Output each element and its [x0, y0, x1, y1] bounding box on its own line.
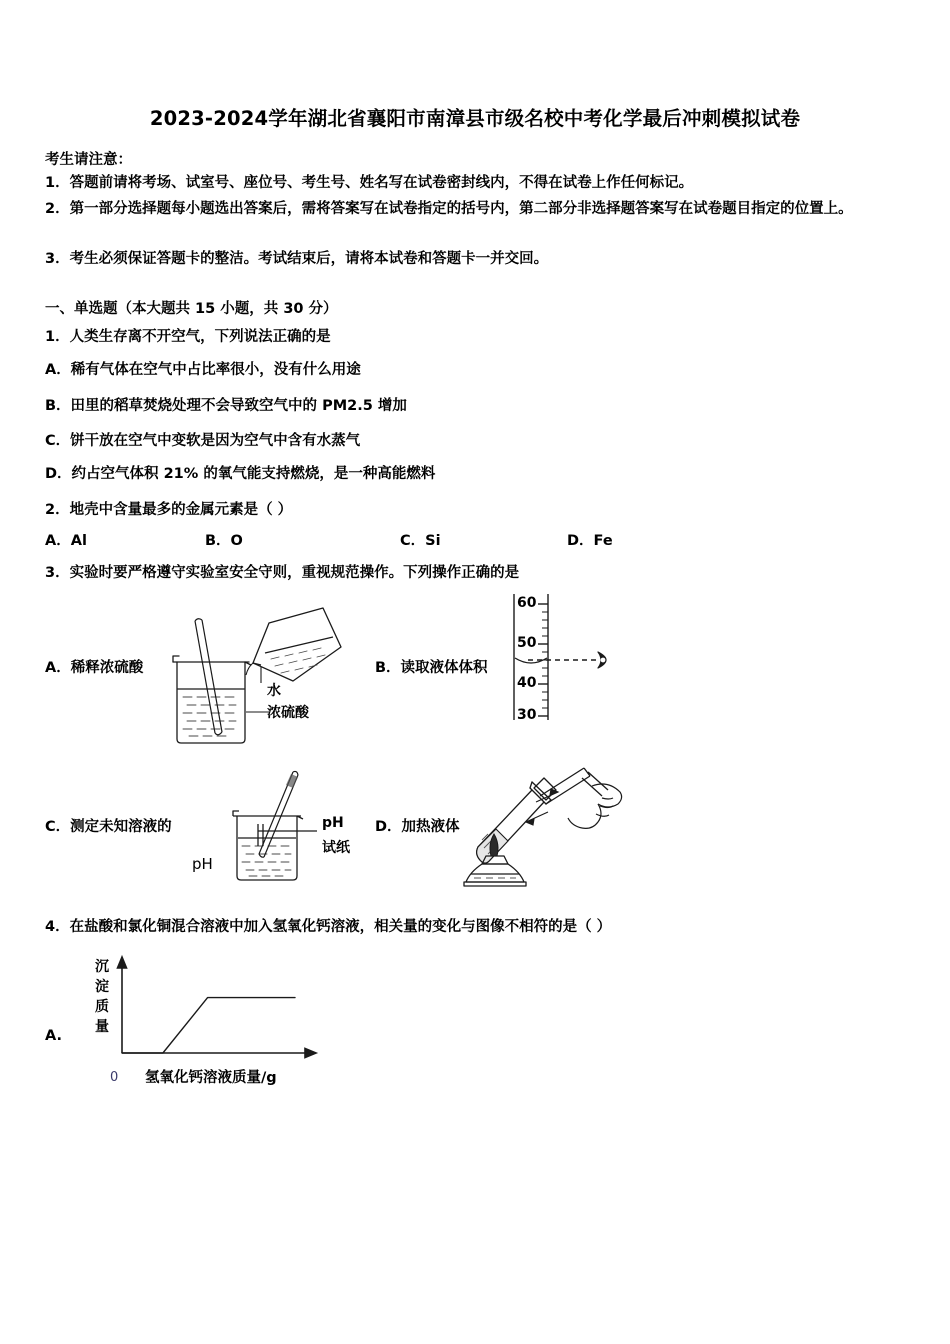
chart-y-axis-label: [93, 957, 111, 1037]
cylinder-tick-40: 40: [517, 675, 537, 691]
page-title: 2023-2024学年湖北省襄阳市南漳县市级名校中考化学最后冲刺模拟试卷: [149, 107, 801, 130]
cylinder-tick-30: 30: [517, 707, 537, 723]
section-heading: 一、单选题（本大题共 15 小题，共 30 分）: [45, 301, 338, 317]
chart-y-axis-label-char: 淀: [95, 979, 109, 995]
chart-x-axis-label: 氢氧化钙溶液质量/g: [145, 1070, 277, 1086]
question-4-option-a[interactable]: A.: [45, 1028, 62, 1044]
figure-dilute-sulfuric-acid: [165, 605, 365, 750]
question-2-option-a[interactable]: A．Al: [45, 533, 87, 549]
notice-heading: 考生请注意：: [45, 152, 132, 168]
chart-y-axis-label-char: 量: [95, 1019, 109, 1035]
question-1-option-c[interactable]: C．饼干放在空气中变软是因为空气中含有水蒸气: [45, 433, 361, 449]
question-2-option-c[interactable]: C．Si: [400, 533, 441, 549]
question-2-option-d[interactable]: D．Fe: [567, 533, 613, 549]
chart-origin-label: 0: [110, 1070, 119, 1085]
cylinder-tick-60: 60: [517, 595, 537, 611]
label-ph-value: pH: [192, 855, 213, 873]
notice-item-3: 3．考生必须保证答题卡的整洁。考试结束后，请将本试卷和答题卡一并交回。: [45, 251, 549, 267]
question-1-option-a[interactable]: A．稀有气体在空气中占比率很小，没有什么用途: [45, 362, 361, 378]
question-3-option-d[interactable]: D．加热液体: [375, 819, 460, 835]
label-concentrated-sulfuric-acid: 浓硫酸: [267, 705, 309, 721]
question-3-option-c[interactable]: C．测定未知溶液的: [45, 819, 172, 835]
question-1-option-d[interactable]: D．约占空气体积 21% 的氧气能支持燃烧，是一种高能燃料: [45, 466, 436, 482]
chart-y-axis-label-char: 质: [95, 999, 109, 1015]
chart-y-axis-label-char: 沉: [95, 959, 109, 975]
label-ph-paper-line2: 试纸: [322, 840, 350, 856]
question-2-stem: 2．地壳中含量最多的金属元素是（ ）: [45, 502, 293, 518]
label-ph-paper-line1: pH: [322, 815, 344, 831]
figure-heat-liquid: [452, 752, 627, 887]
question-3-option-b[interactable]: B．读取液体体积: [375, 660, 488, 676]
notice-item-1: 1．答题前请将考场、试室号、座位号、考生号、姓名写在试卷密封线内，不得在试卷上作任何标记。: [45, 175, 694, 191]
figure-read-liquid-volume: [508, 592, 628, 722]
question-1-stem: 1．人类生存离不开空气，下列说法正确的是: [45, 329, 331, 345]
cylinder-tick-50: 50: [517, 635, 537, 651]
question-4-stem: 4．在盐酸和氯化铜混合溶液中加入氢氧化钙溶液，相关量的变化与图像不相符的是（ ）: [45, 919, 612, 935]
question-3-stem: 3．实验时要严格遵守实验室安全守则，重视规范操作。下列操作正确的是: [45, 565, 520, 581]
question-3-option-a[interactable]: A．稀释浓硫酸: [45, 660, 144, 676]
chart-precipitate-mass: [112, 955, 327, 1065]
label-water: 水: [267, 683, 281, 699]
notice-item-2: 2．第一部分选择题每小题选出答案后，需将答案写在试卷指定的括号内，第二部分非选择题答案写在试卷题目指定的位置上。: [45, 201, 853, 217]
question-1-option-b[interactable]: B．田里的稻草焚烧处理不会导致空气中的 PM2.5 增加: [45, 398, 407, 414]
question-2-option-b[interactable]: B．O: [205, 533, 243, 549]
